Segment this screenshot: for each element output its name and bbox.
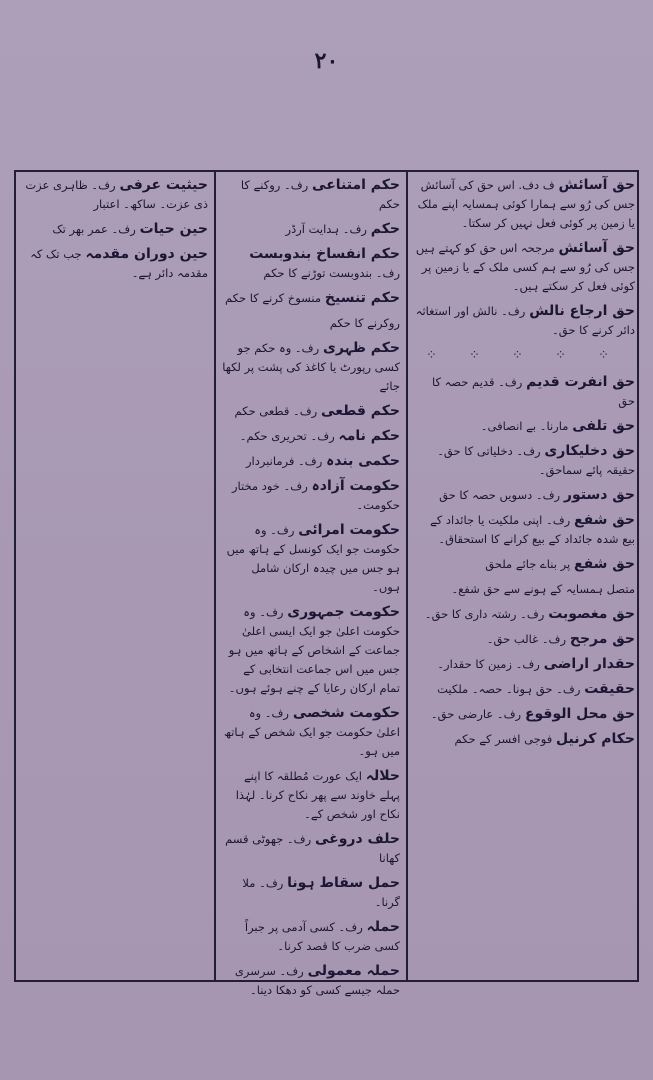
entry-term: حق آسائش	[558, 177, 635, 193]
entry-gloss: رف۔ فرمانبردار	[245, 454, 323, 468]
entry-term: حق ارجاع نالش	[529, 303, 635, 319]
glossary-entry	[414, 605, 635, 624]
glossary-entry	[222, 918, 400, 956]
entry-term: حملہ معمولی	[307, 963, 400, 979]
entry-gloss: ایک عورت مُطلقہ کا اپنے پہلے خاوند سے پھر نکاح کرنا۔ لہٰذا نکاح اور شخص کے۔	[235, 769, 400, 821]
entry-term: حکم انفساخ بندوبست	[249, 246, 400, 262]
glossary-entry	[222, 289, 400, 308]
glossary-entry	[414, 555, 635, 574]
entry-term: حق مرجح	[569, 631, 635, 647]
entry-term: حق شفع	[574, 556, 635, 572]
entry-gloss: رف۔ زمین کا حقدار۔	[437, 657, 540, 671]
entry-gloss: رف۔ دسویں حصہ کا حق	[439, 488, 561, 502]
page-number: ۲۰	[314, 48, 339, 74]
entry-gloss: رف۔ حق ہونا۔ حصہ۔ ملکیت	[437, 682, 581, 696]
entry-gloss: رف۔ ہدایت آرڈر	[285, 222, 367, 236]
entry-gloss: رف۔ اپنی ملکیت یا جائداد کے بیع شدہ جائداد کے بیع کرانے کا استحقاق۔	[430, 513, 635, 546]
glossary-entry	[222, 521, 400, 597]
entry-term: حکام کرنیل	[556, 731, 635, 747]
entry-gloss: رف۔ جھوٹی قسم کھانا	[225, 832, 400, 865]
entry-term: حکم امتناعی	[312, 177, 400, 193]
entry-gloss: رف۔ وہ حکومت اعلیٰ جو ایک ایسی اعلیٰ جماعت کے اشخاص کے ہاتھ میں ہو جس میں اس جماعت انتخابی کے تمام ارکان رعایا کے چنے ہوئے ہوں۔	[228, 605, 400, 695]
glossary-entry	[414, 630, 635, 649]
entry-gloss: ف دف. اس حق کی آسائش جس کی رُو سے ہمارا کوئی ہمسایہ اپنے ملک یا زمین پر کوئی فعل نہیں کر سکتا۔	[417, 178, 635, 230]
entry-gloss: منسوخ کرنے کا حکم	[224, 291, 322, 305]
glossary-entry	[222, 402, 400, 421]
entry-gloss: رف۔ تحریری حکم۔	[239, 429, 335, 443]
entry-gloss: رف۔ خود مختار حکومت۔	[231, 479, 400, 512]
entry-gloss: مرجحہ اس حق کو کہتے ہیں جس کی رُو سے ہم کسی ملک کے یا زمین پر کوئی فعل کر سکتے ہیں۔	[415, 241, 635, 293]
glossary-entry	[414, 442, 635, 480]
entry-gloss: روکرنے کا حکم	[329, 316, 400, 330]
glossary-entry	[414, 580, 635, 599]
entry-term: حکومت آزادہ	[311, 478, 400, 494]
entry-gloss: جب تک کہ مقدمہ دائر ہے۔	[30, 247, 208, 280]
entry-term: حملہ	[366, 919, 400, 935]
glossary-entry	[222, 962, 400, 1000]
entry-term: حلف دروغی	[314, 831, 400, 847]
entry-term: حکم ظہری	[322, 340, 400, 356]
glossary-entry	[222, 874, 400, 912]
glossary-entry	[222, 314, 400, 333]
entry-gloss: رف۔ عمر بھر تک	[52, 222, 136, 236]
glossary-entry	[414, 511, 635, 549]
glossary-entry	[222, 767, 400, 824]
entry-gloss: رف۔ وہ حکم جو کسی رپورٹ یا کاغذ کی پشت پر لکھا جائے	[222, 341, 400, 393]
glossary-entry	[222, 603, 400, 698]
glossary-entry	[414, 176, 635, 233]
entry-gloss: متصل ہمسایہ کے ہونے سے حق شفع۔	[451, 582, 635, 596]
glossary-entry	[222, 830, 400, 868]
glossary-entry	[414, 705, 635, 724]
entry-term: حق شفع	[574, 512, 635, 528]
glossary-entry	[222, 477, 400, 515]
glossary-entry	[222, 452, 400, 471]
entry-term: حکومت جمہوری	[287, 604, 400, 620]
entry-term: حیثیت عرفی	[119, 177, 208, 193]
glossary-entry	[22, 220, 208, 239]
entry-term: حق دستور	[563, 487, 635, 503]
entry-term: حلالہ	[365, 768, 400, 784]
entry-term: حین حیات	[139, 221, 208, 237]
glossary-table	[14, 170, 639, 997]
entry-gloss: رف۔ ظاہری عزت ذی عزت۔ ساکھ۔ اعتبار	[25, 178, 208, 211]
entry-gloss: رف۔ دخلیاتی کا حق۔ حقیقہ پائے سماحق۔	[437, 444, 635, 477]
glossary-entry	[414, 302, 635, 340]
entry-term: حین دوران مقدمہ	[85, 246, 208, 262]
glossary-entry	[414, 373, 635, 411]
entry-gloss: رف۔ بندوبست توڑنے کا حکم	[263, 266, 400, 280]
entry-gloss: رف۔ قطعی حکم	[234, 404, 318, 418]
entry-gloss: رف۔ وہ حکومت جو ایک کونسل کے ہاتھ میں ہو جس میں چیدہ ارکان شامل ہوں۔	[226, 523, 400, 594]
glossary-entry	[222, 176, 400, 214]
entry-gloss: رف۔ کسی آدمی پر جبراً کسی ضرب کا قصد کرنا۔	[244, 920, 400, 953]
entry-term: حق انفرت قدیم	[526, 374, 635, 390]
entry-gloss: رف۔ ملا گرنا۔	[242, 876, 400, 909]
entry-gloss: رف۔ سرسری حملہ جیسے کسی کو دھکا دینا۔	[234, 964, 400, 997]
entry-term: حق محل الوقوع	[524, 706, 635, 722]
entry-term: حکم نامہ	[338, 428, 400, 444]
glossary-column-middle	[214, 172, 408, 997]
entry-gloss: رف۔ قدیم حصہ کا حق	[431, 375, 635, 408]
glossary-entry	[414, 239, 635, 296]
entry-gloss: رف۔ وہ اعلیٰ حکومت جو ایک شخص کے ہاتھ میں ہو۔	[223, 706, 400, 758]
entry-term: حقدار اراضی	[543, 656, 635, 672]
entry-term: حکم	[370, 221, 400, 237]
glossary-entry	[22, 245, 208, 283]
entry-term: حقیقت	[584, 681, 635, 697]
entry-gloss: رف۔ نالش اور استغاثہ دائر کرنے کا حق۔	[415, 304, 635, 337]
glossary-entry	[414, 730, 635, 749]
entry-term: حمل سقاط ہونا	[287, 875, 400, 891]
glossary-column-left	[16, 172, 214, 980]
glossary-entry	[414, 655, 635, 674]
glossary-entry	[414, 680, 635, 699]
entry-gloss: رف۔ روکنے کا حکم	[240, 178, 400, 211]
glossary-entry	[222, 220, 400, 239]
glossary-entry	[22, 176, 208, 214]
entry-term: حکم تنسیخ	[324, 290, 400, 306]
entry-term: حکومت شخصی	[292, 705, 400, 721]
entry-term: حکمی بندہ	[326, 453, 400, 469]
entry-term: حق آسائش	[558, 240, 635, 256]
entry-gloss: رف۔ رشتہ داری کا حق۔	[424, 607, 545, 621]
entry-gloss: مارنا۔ بے انصافی۔	[480, 419, 569, 433]
stars-divider: ⁘ ⁘ ⁘ ⁘ ⁘	[426, 348, 623, 363]
entry-term: حکومت امرائی	[298, 522, 400, 538]
glossary-column-right	[408, 172, 641, 980]
glossary-entry	[222, 704, 400, 761]
entry-term: حق مغصوبت	[548, 606, 635, 622]
entry-gloss: رف۔ عارضی حق۔	[430, 707, 522, 721]
entry-term: حکم قطعی	[321, 403, 400, 419]
entry-gloss: پر بناے جائے ملحق	[485, 557, 571, 571]
glossary-entry	[222, 339, 400, 396]
entry-gloss: رف۔ غالب حق۔	[486, 632, 567, 646]
entry-term: حق دخلیکاری	[544, 443, 635, 459]
entry-gloss: فوجی افسر کے حکم	[454, 732, 553, 746]
entry-term: حق تلفی	[572, 418, 635, 434]
glossary-entry	[414, 486, 635, 505]
glossary-entry	[414, 417, 635, 436]
glossary-entry	[222, 427, 400, 446]
glossary-entry	[222, 245, 400, 283]
